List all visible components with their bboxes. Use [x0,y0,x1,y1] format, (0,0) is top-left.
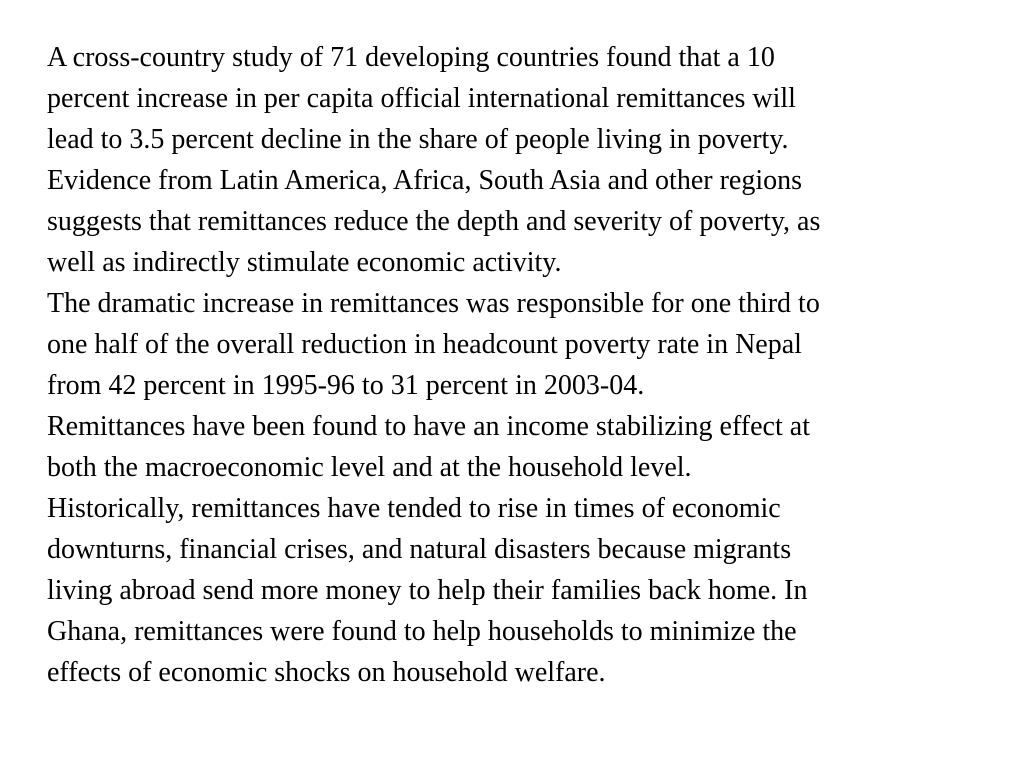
text-line: from 42 percent in 1995-96 to 31 percent in 2003-04. [47,370,645,401]
text-line: one half of the overall reduction in headcount poverty rate in Nepal [47,329,802,360]
text-line: downturns, financial crises, and natural disasters because migrants [47,534,792,565]
text-line: well as indirectly stimulate economic activity. [47,247,562,278]
text-line: Evidence from Latin America, Africa, South Asia and other regions [47,165,803,196]
text-line: effects of economic shocks on household welfare. [47,657,606,688]
text-line: Historically, remittances have tended to rise in times of economic [47,493,781,524]
paragraph-poverty-study [47,37,1007,160]
text-line: living abroad send more money to help their families back home. In [47,575,808,606]
text-line: suggests that remittances reduce the depth and severity of poverty, as [47,206,821,237]
body-text [47,37,1007,693]
text-line: Remittances have been found to have an income stabilizing effect at [47,411,810,442]
text-line: Ghana, remittances were found to help households to minimize the [47,616,797,647]
text-line: both the macroeconomic level and at the household level. [47,452,692,483]
text-line: lead to 3.5 percent decline in the share of people living in poverty. [47,124,789,155]
text-line: percent increase in per capita official international remittances will [47,83,796,114]
paragraph-stabilizing-effect [47,406,1007,488]
paragraph-regional-evidence [47,160,1007,283]
text-line: A cross-country study of 71 developing countries found that a 10 [47,42,775,73]
text-line: The dramatic increase in remittances was responsible for one third to [47,288,820,319]
paragraph-historical-ghana [47,488,1007,693]
paragraph-nepal [47,283,1007,406]
